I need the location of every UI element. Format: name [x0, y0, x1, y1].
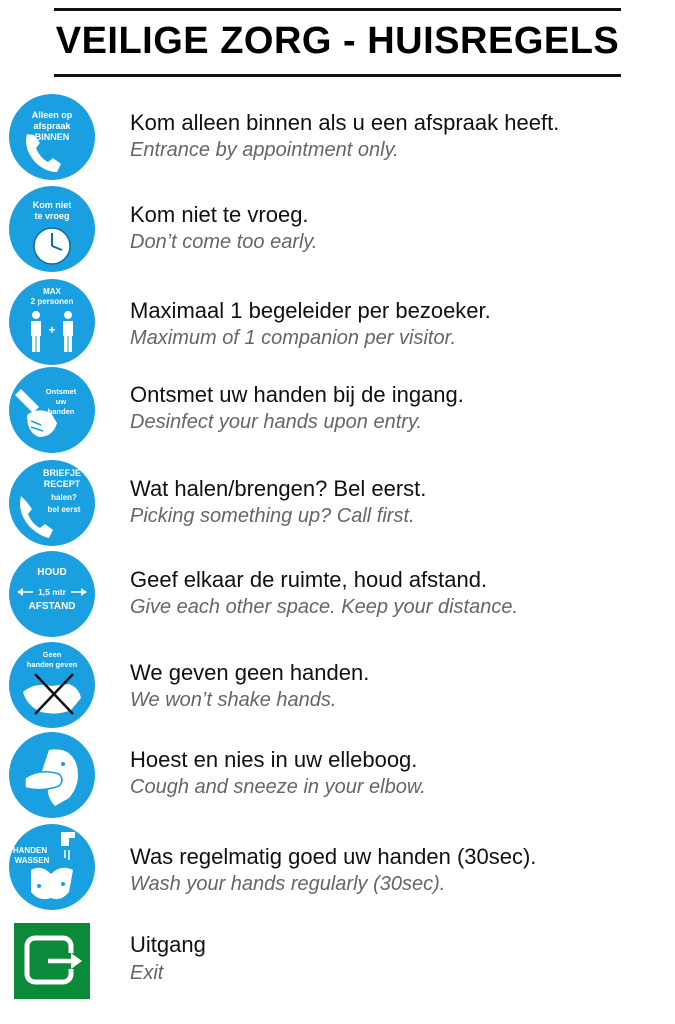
rule-text-en: Wash your hands regularly (30sec).	[130, 873, 446, 895]
page-title: VEILIGE ZORG - HUISREGELS	[55, 20, 620, 62]
rule-item-cough-elbow	[0, 732, 675, 822]
rule-text-nl: Was regelmatig goed uw handen (30sec).	[130, 844, 537, 869]
not-early-badge: Kom niet te vroeg	[9, 186, 95, 272]
rule-text-en: Maximum of 1 companion per visitor.	[130, 327, 457, 349]
wash-hands-badge: HANDEN WASSEN	[9, 824, 95, 910]
rule-text-nl: We geven geen handen.	[130, 660, 370, 685]
rule-text-nl: Geef elkaar de ruimte, houd afstand.	[130, 567, 488, 592]
cough-elbow-icon	[9, 732, 95, 818]
clock-icon	[9, 186, 95, 272]
hand-wash-icon	[9, 824, 95, 910]
rule-item-appointment	[0, 94, 675, 184]
rule-item-exit	[0, 918, 675, 998]
rule-item-no-handshake	[0, 642, 675, 732]
rule-text-nl: Kom alleen binnen als u een afspraak heeft.	[130, 110, 560, 135]
rule-text-en: Desinfect your hands upon entry.	[130, 411, 423, 433]
title-underline	[54, 74, 621, 77]
rule-text-nl: Kom niet te vroeg.	[130, 202, 309, 227]
rule-text-nl: Wat halen/brengen? Bel eerst.	[130, 476, 427, 501]
call-first-badge: BRIEFJE RECEPT halen? bel eerst	[9, 460, 95, 546]
rule-text-en: Give each other space. Keep your distance.	[130, 596, 519, 618]
top-rule	[54, 8, 621, 11]
rule-text-nl: Uitgang	[130, 932, 206, 957]
companion-badge: + MAX 2 personen	[9, 279, 95, 365]
cough-elbow-badge	[9, 732, 95, 818]
rule-text-en: We won’t shake hands.	[130, 689, 337, 711]
rule-text-nl: Hoest en nies in uw elleboog.	[130, 747, 418, 772]
rule-item-wash-hands	[0, 824, 675, 914]
rule-item-distance	[0, 551, 675, 641]
rule-item-disinfect	[0, 367, 675, 457]
rule-text-en: Don’t come too early.	[130, 231, 318, 253]
distance-badge: HOUD 1,5 mtr AFSTAND	[9, 551, 95, 637]
rule-item-call-first	[0, 460, 675, 550]
svg-text:+: +	[48, 323, 56, 337]
no-handshake-badge: Geen handen geven	[9, 642, 95, 728]
rule-text-en: Entrance by appointment only.	[130, 139, 399, 161]
rule-item-companion	[0, 279, 675, 369]
rule-text-nl: Ontsmet uw handen bij de ingang.	[130, 382, 464, 407]
rule-text-en: Exit	[130, 962, 164, 984]
disinfect-badge: Ontsmet uw handen	[9, 367, 95, 453]
rule-item-not-early	[0, 186, 675, 276]
rule-text-nl: Maximaal 1 begeleider per bezoeker.	[130, 298, 491, 323]
rule-text-en: Cough and sneeze in your elbow.	[130, 776, 426, 798]
appointment-badge: Alleen op afspraak BINNEN	[9, 94, 95, 180]
rule-text-en: Picking something up? Call first.	[130, 505, 415, 527]
